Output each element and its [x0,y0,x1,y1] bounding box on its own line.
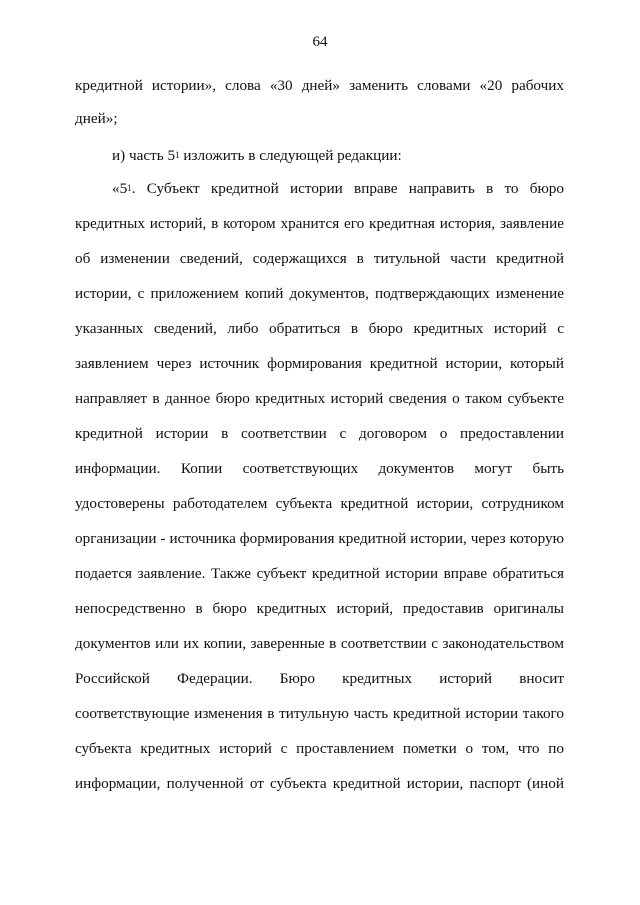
text-line: подается заявление. Также субъект кредитной истории вправе обратиться [75,565,564,582]
text-line: дней»; [75,110,118,127]
text-segment: изложить в следующей редакции: [179,147,402,164]
page-number: 64 [312,34,328,50]
text-line: кредитной истории в соответствии с договором о предоставлении [75,425,564,442]
text-line: кредитной истории», слова «30 дней» заменить словами «20 рабочих [75,77,564,94]
text-segment: . Субъект кредитной истории вправе направить в то бюро [131,180,564,197]
text-line: организации - источника формирования кредитной истории, через которую [75,530,564,547]
text-line: субъекта кредитных историй с проставлением пометки о том, что по [75,740,564,757]
text-segment: и) часть 5 [112,147,176,164]
text-line: заявлением через источник формирования кредитной истории, который [75,355,564,372]
text-line: Российской Федерации. Бюро кредитных историй вносит [75,670,564,687]
text-segment [112,180,564,197]
text-line: указанных сведений, либо обратиться в бюро кредитных историй с [75,320,564,337]
text-line: непосредственно в бюро кредитных историй, предоставив оригиналы [75,600,564,617]
text-line: информации, полученной от субъекта кредитной истории, паспорт (иной [75,775,564,792]
text-line: документов или их копии, заверенные в соответствии с законодательством [75,635,564,652]
text-line: соответствующие изменения в титульную часть кредитной истории такого [75,705,564,722]
text-line: кредитных историй, в котором хранится его кредитная история, заявление [75,215,564,232]
text-line [112,146,564,166]
text-segment: «5 [112,180,128,197]
text-line [112,179,564,199]
text-line: истории, с приложением копий документов, подтверждающих изменение [75,285,564,302]
text-line: удостоверены работодателем субъекта кредитной истории, сотрудником [75,495,564,512]
text-line: об изменении сведений, содержащихся в титульной части кредитной [75,250,564,267]
superscript: 1 [127,183,132,193]
superscript: 1 [175,150,180,160]
text-line: информации. Копии соответствующих документов могут быть [75,460,564,477]
text-line: направляет в данное бюро кредитных историй сведения о таком субъекте [75,390,564,407]
